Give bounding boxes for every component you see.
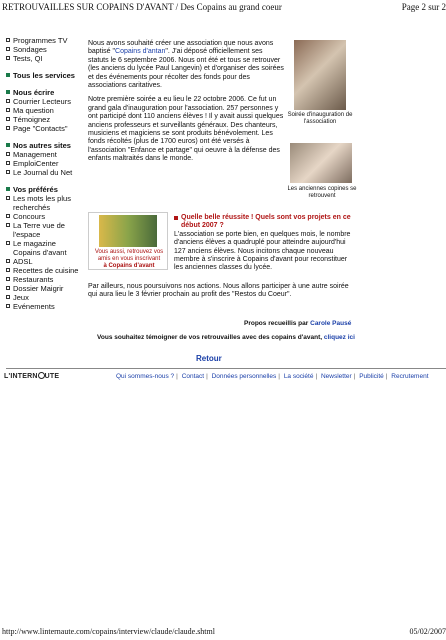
footer-link-qui[interactable]: Qui sommes-nous ? [116, 373, 175, 380]
bullet-icon [6, 126, 10, 130]
square-icon [6, 187, 10, 191]
footer-link-contact[interactable]: Contact [181, 373, 205, 380]
print-header [0, 0, 446, 16]
print-date: 05/02/2007 [409, 627, 446, 636]
bullet-icon [6, 304, 10, 308]
bullet-icon [6, 108, 10, 112]
square-icon [6, 143, 10, 147]
print-title: RETROUVAILLES SUR COPAINS D'AVANT / Des Copains au grand coeur [2, 2, 282, 12]
photo-caption: Soirée d'inauguration de l'association [287, 112, 353, 125]
sidebar-item-jdn[interactable]: Le Journal du Net [6, 168, 82, 177]
footer-link-publicite[interactable]: Publicité [359, 373, 384, 380]
paragraph-actions: Par ailleurs, nous poursuivons nos actions. Nous allons participer à une autre soirée qui aura lieu le 3 février prochain au profit des "Restos du Coeur". [88, 283, 349, 299]
promo-image [99, 215, 157, 247]
print-footer [0, 626, 446, 640]
sidebar-item-temoignez[interactable]: Témoignez [6, 115, 82, 124]
sidebar-item-courrier[interactable]: Courrier Lecteurs [6, 97, 82, 106]
sidebar-item-magazine[interactable]: Le magazine Copains d'avant [6, 239, 82, 257]
sidebar-item-management[interactable]: Management [6, 150, 82, 159]
author-link[interactable]: Carole Pausé [310, 320, 352, 327]
print-url: http://www.linternaute.com/copains/interview/claude/claude.shtml [2, 627, 215, 636]
copains-antan-link[interactable]: Copains d'antan [115, 48, 166, 56]
friends-photo [290, 143, 352, 183]
sidebar-item-emploicenter[interactable]: EmploiCenter [6, 159, 82, 168]
bullet-icon [6, 117, 10, 121]
byline: Propos recueillis par Carole Pausé [244, 320, 352, 327]
paragraph-association: Nous avons souhaité créer une association que nous avons baptisé "Copains d'antan". J'ai déposé officiellement ses statuts le 6 septembre 2006. Nous ont été et tous se retrouver (les anciens du lycée Paul Langevin) et d'organiser des soirées et des événements pour récolter des fonds pour des associations caritatives. [88, 40, 284, 90]
footer-link-societe[interactable]: La société [283, 373, 314, 380]
bullet-icon [6, 99, 10, 103]
copains-promo-banner[interactable] [88, 212, 168, 270]
footer-link-newsletter[interactable]: Newsletter [320, 373, 352, 380]
square-icon [174, 216, 178, 220]
sidebar-item-jeux[interactable]: Jeux [6, 293, 82, 302]
sidebar-item-restaurants[interactable]: Restaurants [6, 275, 82, 284]
bullet-icon [6, 161, 10, 165]
bullet-icon [6, 196, 10, 200]
sidebar-item-evenements[interactable]: Evénements [6, 302, 82, 311]
bullet-icon [6, 223, 10, 227]
bullet-icon [6, 170, 10, 174]
bullet-icon [6, 152, 10, 156]
bullet-icon [6, 214, 10, 218]
qa-block [174, 214, 354, 273]
question-heading: Quelle belle réussite ! Quels sont vos projets en ce début 2007 ? [174, 214, 354, 231]
footer-link-donnees[interactable]: Données personnelles [211, 373, 277, 380]
promo-text: Vous aussi, retrouvez vos amis en vous inscrivant à Copains d'avant [91, 249, 167, 270]
photo-caption: Les anciennes copines se retrouvent [287, 186, 357, 199]
sidebar-item-terre[interactable]: La Terre vue de l'espace [6, 221, 82, 239]
sidebar-item-question[interactable]: Ma question [6, 106, 82, 115]
sidebar [6, 36, 82, 311]
sidebar-item-tests[interactable]: Tests, QI [6, 54, 82, 63]
paragraph-first-evening: Notre première soirée a eu lieu le 22 octobre 2006. Ce fut un grand gala d'inauguration pour l'association. 257 personnes y ont participé dont 110 anciens élèves ! Il y avait aussi quelques anciens professeurs et surveillants généraux. Des chanteurs, musiciens et magiciens se sont produits bénévolement. Les fonds récoltés (plus de 1700 euros) ont été versés à l'association "Enfance et partage" qui oeuvre à la défense des enfants maltraités dans le monde. [88, 96, 284, 163]
footer-links: Qui sommes-nous ? | Contact | Données personnelles | La société | Newsletter | Publicité | Recrutement [116, 373, 429, 380]
sidebar-item-maigrir[interactable]: Dossier Maigrir [6, 284, 82, 293]
bullet-icon [6, 38, 10, 42]
sidebar-section-write: Nous écrire [6, 88, 82, 97]
footer-link-recrutement[interactable]: Recrutement [391, 373, 429, 380]
sidebar-section-services[interactable]: Tous les services [6, 71, 82, 80]
sidebar-item-mots[interactable]: Les mots les plus recherchés [6, 194, 82, 212]
square-icon [6, 73, 10, 77]
sidebar-item-contacts[interactable]: Page "Contacts" [6, 124, 82, 133]
bullet-icon [6, 286, 10, 290]
sidebar-section-favorites: Vos préférés [6, 185, 82, 194]
bullet-icon [6, 47, 10, 51]
bullet-icon [6, 277, 10, 281]
sidebar-item-adsl[interactable]: ADSL [6, 257, 82, 266]
bullet-icon [6, 295, 10, 299]
testimony-invite: Vous souhaitez témoigner de vos retrouvailles avec des copains d'avant, cliquez ici [97, 334, 355, 341]
article-body [88, 40, 284, 170]
sidebar-item-sondages[interactable]: Sondages [6, 45, 82, 54]
linternaute-logo[interactable]: L'INTERN UTE [4, 373, 60, 380]
page-number: Page 2 sur 2 [401, 2, 446, 12]
inauguration-photo [294, 40, 346, 110]
sidebar-item-programmes[interactable]: Programmes TV [6, 36, 82, 45]
sidebar-section-sites: Nos autres sites [6, 141, 82, 150]
sidebar-item-recettes[interactable]: Recettes de cuisine [6, 266, 82, 275]
bullet-icon [6, 268, 10, 272]
promo-link[interactable]: à Copains d'avant [103, 263, 155, 269]
bullet-icon [6, 56, 10, 60]
globe-icon [38, 372, 45, 379]
bullet-icon [6, 241, 10, 245]
retour-link[interactable]: Retour [196, 354, 222, 363]
answer-text: L'association se porte bien, en quelques mois, le nombre d'anciens élèves a quadruplé pour atteindre aujourd'hui 127 anciens élèves. Nous incitons chaque nouveau membre à s'inscrire à Copains d'avant pour reconstituer les anciennes classes du lycée. [174, 230, 351, 272]
cliquez-ici-link[interactable]: cliquez ici [323, 334, 355, 341]
sidebar-item-concours[interactable]: Concours [6, 212, 82, 221]
bullet-icon [6, 259, 10, 263]
square-icon [6, 90, 10, 94]
divider [6, 368, 446, 369]
